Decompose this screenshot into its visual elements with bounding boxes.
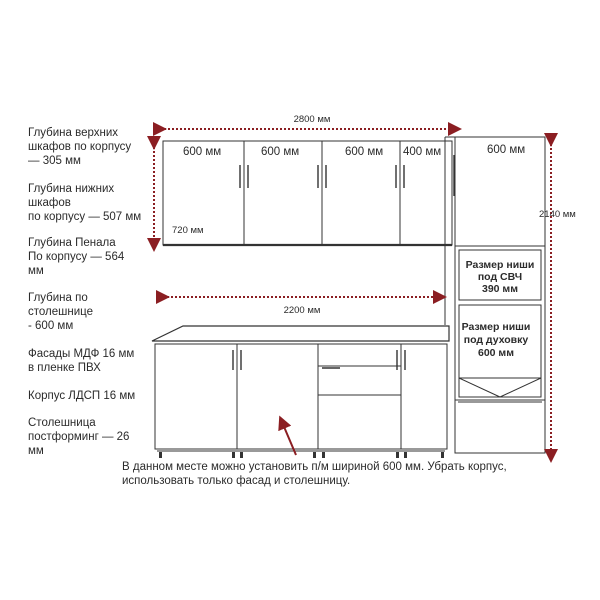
note-countertop: Столешница постформинг — 26 мм xyxy=(28,417,130,457)
note-countertop-depth: Глубина по столешнице - 600 мм xyxy=(28,292,93,332)
svg-text:Размер ниши: Размер ниши xyxy=(461,321,531,333)
note-upper-depth: Глубина верхних шкафов по корпусу — 305 мм xyxy=(28,127,132,167)
base-cabinet-1 xyxy=(155,344,237,449)
note-lower-depth: Глубина нижних шкафов по корпусу — 507 мм xyxy=(28,183,142,223)
countertop xyxy=(152,326,449,341)
total-width-label: 2800 мм xyxy=(293,114,331,125)
upper-width-2: 600 мм xyxy=(261,146,300,158)
upper-width-4: 400 мм xyxy=(403,146,442,158)
note-facades: Фасады МДФ 16 мм в пленке ПВХ xyxy=(28,348,135,374)
svg-text:Размер ниши: Размер ниши xyxy=(465,259,535,271)
svg-text:390 мм: 390 мм xyxy=(482,283,518,295)
upper-width-3: 600 мм xyxy=(345,146,384,158)
total-height-label: 2140 мм xyxy=(539,209,576,220)
base-width-label: 2200 мм xyxy=(283,305,321,316)
pantry-width-label: 600 мм xyxy=(487,144,526,156)
upper-width-1: 600 мм xyxy=(183,146,222,158)
cabinet-legs xyxy=(159,452,444,458)
base-cabinet-4 xyxy=(401,344,447,449)
base-cabinet-2 xyxy=(237,344,318,449)
note-pantry-depth: Глубина Пенала По корпусу — 564 мм xyxy=(28,237,125,277)
svg-text:под СВЧ: под СВЧ xyxy=(477,271,523,283)
base-cabinet-3 xyxy=(318,344,401,449)
microwave-niche-label xyxy=(466,259,535,295)
oven-niche-label xyxy=(462,321,531,359)
annotation-arrow xyxy=(282,422,296,455)
caption-note: В данном месте можно установить п/м шириной 600 мм. Убрать корпус, использовать только фасад и столешницу. xyxy=(122,461,507,487)
base-width-dimension xyxy=(163,297,440,316)
base-handles xyxy=(233,350,405,370)
svg-text:600 мм: 600 мм xyxy=(478,347,514,359)
total-width-dimension xyxy=(160,114,455,129)
upper-height-label: 720 мм xyxy=(172,225,204,236)
note-body: Корпус ЛДСП 16 мм xyxy=(28,390,136,402)
tall-pantry xyxy=(445,137,545,453)
svg-text:под духовку: под духовку xyxy=(463,334,529,346)
